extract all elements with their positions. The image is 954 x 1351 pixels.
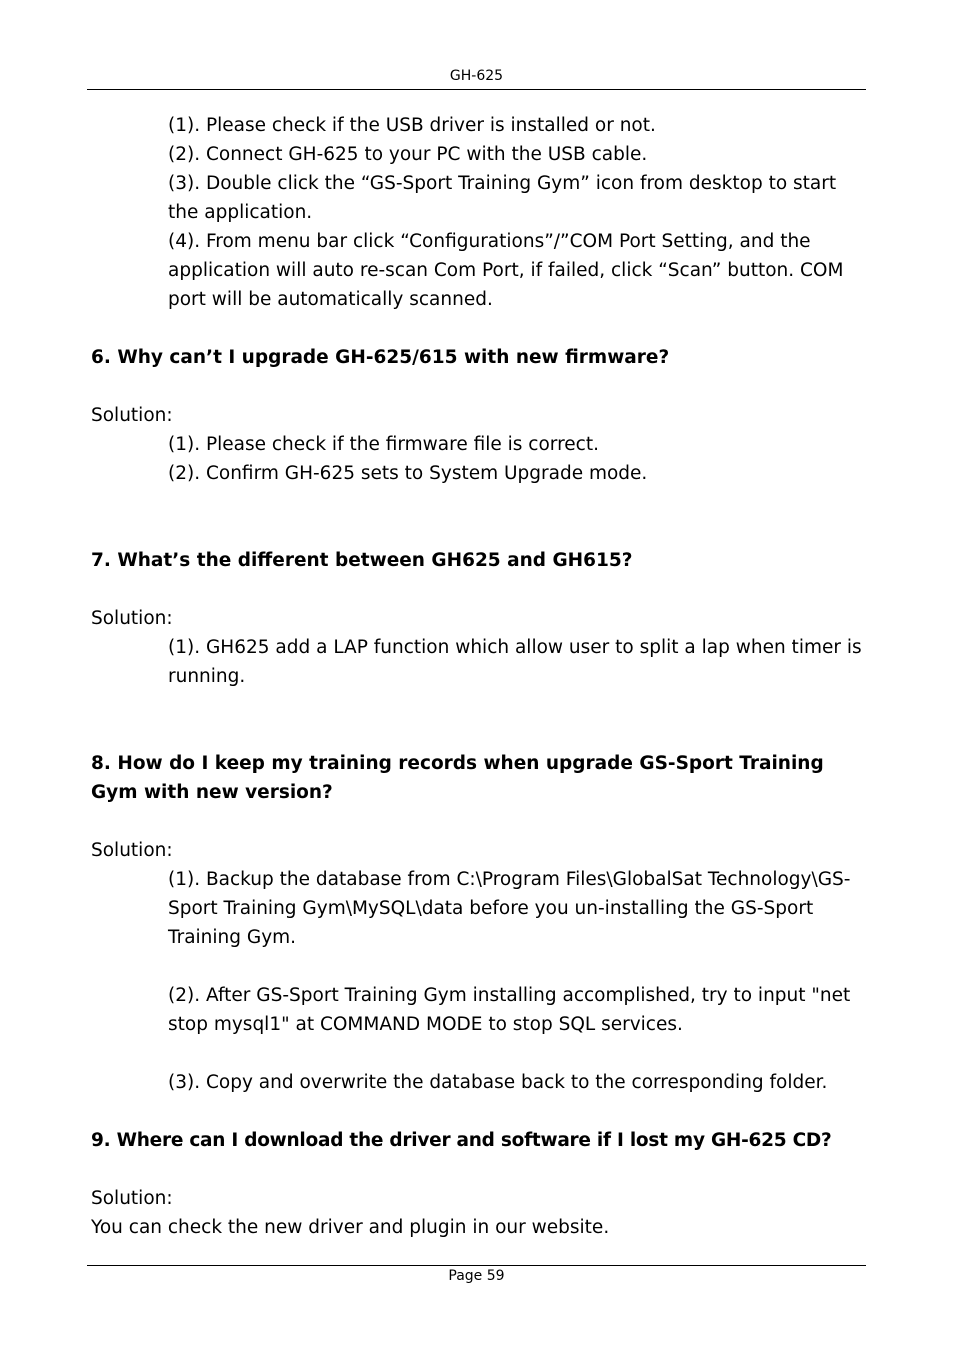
question-7-heading: 7. What’s the different between GH625 and GH615?	[91, 550, 633, 571]
intro-step-3: (3). Double click the “GS-Sport Training Gym” icon from desktop to start the application.	[168, 173, 837, 223]
question-6-solution-label: Solution:	[91, 405, 173, 426]
question-7-step-1: (1). GH625 add a LAP function which allow user to split a lap when timer is running.	[168, 637, 862, 687]
question-6-heading: 6. Why can’t I upgrade GH-625/615 with new firmware?	[91, 347, 670, 368]
intro-step-1: (1). Please check if the USB driver is installed or not.	[168, 115, 656, 136]
question-8-step-3: (3). Copy and overwrite the database back to the corresponding folder.	[168, 1072, 828, 1093]
question-6-step-1: (1). Please check if the firmware file is correct.	[168, 434, 599, 455]
question-6-step-2: (2). Confirm GH-625 sets to System Upgrade mode.	[168, 463, 648, 484]
page-number: Page 59	[448, 1268, 505, 1284]
question-7-solution-label: Solution:	[91, 608, 173, 629]
intro-step-4: (4). From menu bar click “Configurations”/”COM Port Setting, and the application will auto re-scan Com Port, if failed, click “Scan” button. COM port will be automatically scanned.	[168, 231, 844, 310]
intro-step-2: (2). Connect GH-625 to your PC with the USB cable.	[168, 144, 648, 165]
header-rule	[87, 89, 866, 90]
question-9-solution-label: Solution:	[91, 1188, 173, 1209]
question-8-heading: 8. How do I keep my training records when upgrade GS-Sport Training Gym with new version?	[91, 753, 824, 803]
question-8-solution-label: Solution:	[91, 840, 173, 861]
question-9-answer: You can check the new driver and plugin in our website.	[91, 1217, 610, 1238]
question-8-step-2: (2). After GS-Sport Training Gym installing accomplished, try to input "net stop mysql1" at COMMAND MODE to stop SQL services.	[168, 985, 851, 1035]
page-header: GH-625	[449, 68, 504, 84]
question-9-heading: 9. Where can I download the driver and software if I lost my GH-625 CD?	[91, 1130, 832, 1151]
page-content	[91, 111, 871, 1242]
question-8-step-1: (1). Backup the database from C:\Program Files\GlobalSat Technology\GS-Sport Training Gym\MySQL\data before you un-installing the GS-Sport Training Gym.	[168, 869, 851, 948]
